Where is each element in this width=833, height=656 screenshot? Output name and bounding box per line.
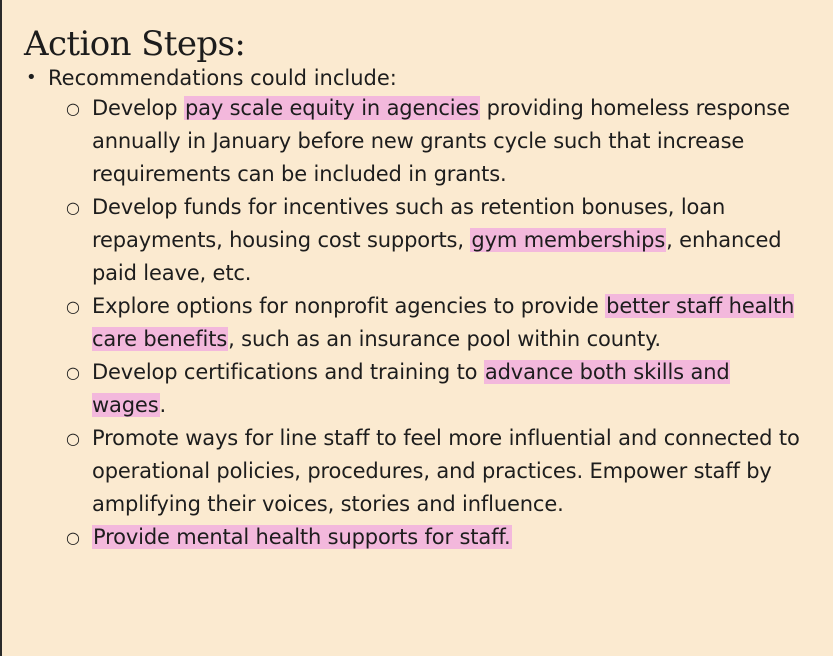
recommendation-list [66,92,801,554]
filled-bullet-icon: • [26,67,37,88]
hollow-bullet-icon: ○ [66,198,80,217]
recommendation-text: Develop pay scale equity in agencies providing homeless response annually in January before new grants cycle such that increase requirements can be included in grants. [92,96,790,186]
recommendation-text: Develop funds for incentives such as retention bonuses, loan repayments, housing cost supports, gym memberships, enhanced paid leave, etc. [92,195,782,285]
recommendation-text: Explore options for nonprofit agencies to provide better staff health care benefits, such as an insurance pool within county. [92,294,795,351]
highlighted-text: pay scale equity in agencies [184,96,480,120]
recommendations-intro: Recommendations could include: [48,66,397,90]
highlighted-text: Provide mental health supports for staff. [93,525,511,549]
highlighted-text: better staff health care benefits [92,294,795,351]
hollow-bullet-icon: ○ [66,429,80,448]
list-item [66,191,801,290]
highlighted-text: advance both skills and wages [92,360,730,417]
hollow-bullet-icon: ○ [66,297,80,316]
recommendations-bullet [26,62,826,94]
recommendation-text: Develop certifications and training to advance both skills and wages. [92,360,730,417]
list-item [66,521,801,554]
recommendation-text [92,521,801,554]
hollow-bullet-icon: ○ [66,528,80,547]
hollow-bullet-icon: ○ [66,99,80,118]
highlighted-text: gym memberships [471,228,666,252]
list-item [66,422,801,521]
hollow-bullet-icon: ○ [66,363,80,382]
list-item [66,92,801,191]
recommendation-text: Promote ways for line staff to feel more influential and connected to operational policies, procedures, and practices. Empower staff by amplifying their voices, stories and influence. [92,426,800,516]
list-item [66,356,801,422]
page-title: Action Steps: [24,24,246,64]
list-item [66,290,801,356]
